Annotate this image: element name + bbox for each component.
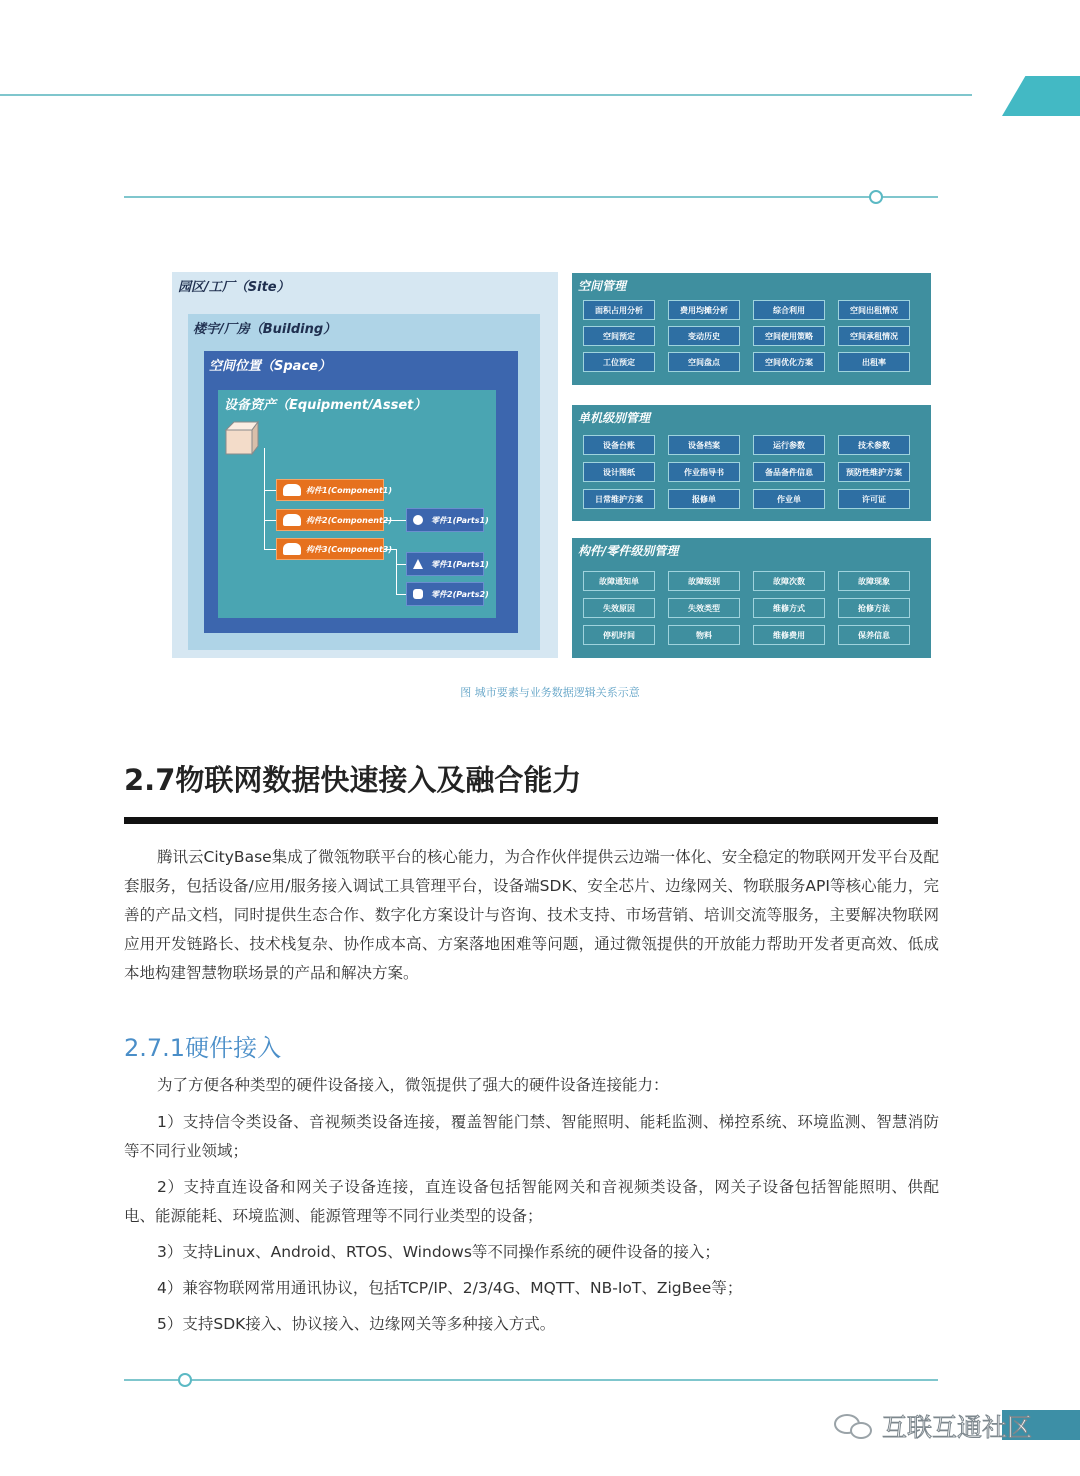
- footer-rule-dot: [178, 1373, 192, 1387]
- panel-chip: 预防性维护方案: [838, 462, 910, 482]
- panel-chip: 费用均摊分析: [668, 300, 740, 320]
- list-item: 1）支持信令类设备、音视频类设备连接，覆盖智能门禁、智能照明、能耗监测、梯控系统、环境监测、智慧消防等不同行业领域；: [124, 1113, 939, 1160]
- subsection-heading: 2.7.1硬件接入: [124, 1034, 282, 1062]
- part-c3-1: [406, 552, 489, 576]
- panel-chip: 变动历史: [668, 326, 740, 346]
- panel-chip: 设计图纸: [583, 462, 655, 482]
- component-1: [276, 479, 393, 501]
- panel-chip: 空间承租情况: [838, 326, 910, 346]
- triangle-part-icon: [413, 559, 423, 569]
- tree-c3-b2: [396, 594, 406, 595]
- figure-caption: 图 城市要素与业务数据逻辑关系示意: [460, 686, 640, 699]
- wechat-icon: [834, 1410, 874, 1442]
- panel-chip: 故障现象: [838, 571, 910, 591]
- panel-chip: 出租率: [838, 352, 910, 372]
- panel-chip: 保养信息: [838, 625, 910, 645]
- panel-title: 构件/零件级别管理: [578, 544, 679, 558]
- footer-rule: [124, 1379, 938, 1381]
- component-label: 构件1(Component1): [306, 485, 393, 495]
- tree-c3-b1: [396, 564, 406, 565]
- space-label: 空间位置（Space）: [209, 359, 331, 374]
- list-item: 3）支持Linux、Android、RTOS、Windows等不同操作系统的硬件设备的接入；: [157, 1243, 720, 1261]
- panel-chip: 运行参数: [753, 435, 825, 455]
- panel-grid: [583, 571, 916, 645]
- tree-c3-trunk: [396, 549, 397, 594]
- part-label: 零件1(Parts1): [431, 515, 489, 525]
- panel-chip: 设备台账: [583, 435, 655, 455]
- header-rule-dot: [869, 190, 883, 204]
- list-item: 4）兼容物联网常用通讯协议，包括TCP/IP、2/3/4G、MQTT、NB-IoT、ZigBee等；: [157, 1279, 743, 1297]
- panel-chip: 故障级别: [668, 571, 740, 591]
- panel-chip: 作业单: [753, 489, 825, 509]
- section-heading: 2.7物联网数据快速接入及融合能力: [124, 763, 582, 797]
- site-label: 园区/工厂（Site）: [178, 280, 290, 295]
- panel-chip: 失效类型: [668, 598, 740, 618]
- building-label: 楼宇/厂房（Building）: [193, 322, 337, 337]
- panel-chip: 报修单: [668, 489, 740, 509]
- component-2: [276, 509, 393, 531]
- panel-chip: 空间出租情况: [838, 300, 910, 320]
- list-item: 5）支持SDK接入、协议接入、边缘网关等多种接入方式。: [157, 1315, 556, 1333]
- cylinder-part-icon: [413, 589, 423, 599]
- panel-chip: 空间盘点: [668, 352, 740, 372]
- component-icon: [283, 484, 301, 496]
- panel-chip: 许可证: [838, 489, 910, 509]
- equipment-label: 设备资产（Equipment/Asset）: [224, 398, 427, 413]
- component-label: 构件3(Component3): [306, 544, 393, 554]
- panel-component-management: [572, 538, 931, 658]
- tree-branch-2: [264, 520, 276, 521]
- panel-grid: [583, 435, 916, 509]
- panel-chip: 作业指导书: [668, 462, 740, 482]
- header-rule: [124, 196, 938, 198]
- corner-tab: [1002, 76, 1080, 116]
- component-label: 构件2(Component2): [306, 515, 393, 525]
- top-rule: [0, 94, 972, 96]
- panel-chip: 停机时间: [583, 625, 655, 645]
- panel-chip: 综合利用: [753, 300, 825, 320]
- component-3: [276, 538, 393, 560]
- panel-chip: 维修费用: [753, 625, 825, 645]
- panel-chip: 工位预定: [583, 352, 655, 372]
- panel-chip: 备品备件信息: [753, 462, 825, 482]
- panel-chip: 空间优化方案: [753, 352, 825, 372]
- watermark-text: 互联互通社区: [882, 1413, 1033, 1442]
- part-c2-1: [406, 508, 489, 532]
- panel-chip: 失效原因: [583, 598, 655, 618]
- panel-chip: 技术参数: [838, 435, 910, 455]
- panel-title: 单机级别管理: [578, 411, 651, 425]
- panel-space-management: [572, 273, 931, 385]
- panel-chip: 面积占用分析: [583, 300, 655, 320]
- part-label: 零件1(Parts1): [431, 559, 489, 569]
- watermark: [834, 1408, 1032, 1444]
- panel-chip: 日常维护方案: [583, 489, 655, 509]
- panel-chip: 设备档案: [668, 435, 740, 455]
- list-item: 2）支持直连设备和网关子设备连接，直连设备包括智能网关和音视频类设备，网关子设备包括智能照明、供配电、能源能耗、环境监测、能源管理等不同行业类型的设备；: [124, 1178, 939, 1225]
- lead-paragraph: 为了方便各种类型的硬件设备接入，微瓴提供了强大的硬件设备连接能力：: [157, 1076, 669, 1094]
- intro-paragraph: 腾讯云CityBase集成了微瓴物联平台的核心能力，为合作伙伴提供云边端一体化、安全稳定的物联网开发平台及配套服务，包括设备/应用/服务接入调试工具管理平台，设备端SDK、安全芯片、边缘网关、物联服务API等核心能力，完善的产品文档，同时提供生态合作、数字化方案设计与咨询、技术支持、市场营销、培训交流等服务，主要解决物联网应用开发链路长、技术栈复杂、协作成本高、方案落地困难等问题，通过微瓴提供的开放能力帮助开发者更高效、低成本地构建智慧物联场景的产品和解决方案。: [124, 848, 939, 982]
- circle-part-icon: [413, 515, 423, 525]
- tree-branch-1: [264, 490, 276, 491]
- panel-chip: 维修方式: [753, 598, 825, 618]
- panel-chip: 空间预定: [583, 326, 655, 346]
- panel-grid: [583, 300, 916, 372]
- tree-trunk: [264, 448, 265, 550]
- tree-branch-3: [264, 549, 276, 550]
- part-c3-2: [406, 582, 489, 606]
- component-icon: [283, 514, 301, 526]
- panel-chip: 物料: [668, 625, 740, 645]
- panel-title: 空间管理: [578, 279, 627, 293]
- heading-underline: [124, 817, 938, 824]
- part-label: 零件2(Parts2): [431, 589, 489, 599]
- panel-chip: 故障通知单: [583, 571, 655, 591]
- panel-chip: 空间使用策略: [753, 326, 825, 346]
- panel-chip: 抢修方法: [838, 598, 910, 618]
- cube-icon: [224, 420, 260, 456]
- panel-unit-management: [572, 405, 931, 521]
- panel-chip: 故障次数: [753, 571, 825, 591]
- component-icon: [283, 543, 301, 555]
